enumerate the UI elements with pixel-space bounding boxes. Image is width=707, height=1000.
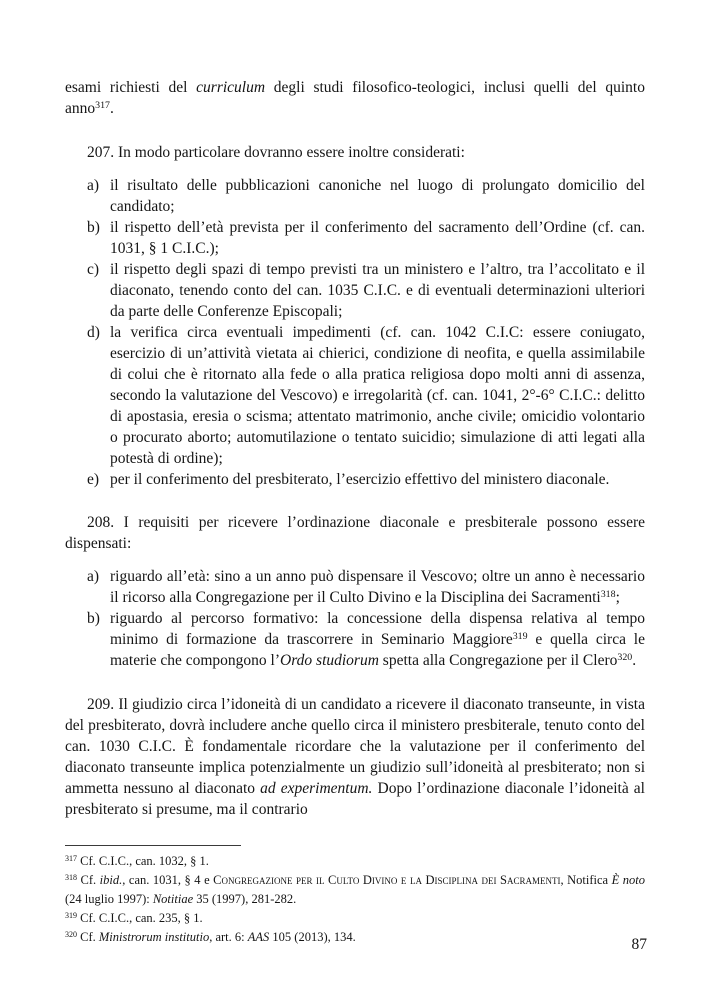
list-item-text: riguardo all’età: sino a un anno può dispensare il Vescovo; oltre un anno è necessario il ricorso alla Congregazione per il Culto Divino e la Disciplina dei Sacramenti$^{318}$; (110, 568, 645, 606)
list-item-207-d (65, 322, 645, 469)
page-number: 87 (631, 936, 647, 953)
footnote-317: $^{317}$ Cf. C.I.C., can. 1032, § 1. (65, 853, 209, 868)
list-207 (65, 175, 645, 490)
footnotes-section (65, 845, 645, 947)
footnote-319: $^{319}$ Cf. C.I.C., can. 235, § 1. (65, 910, 203, 925)
list-marker: c) (87, 261, 100, 278)
list-item-207-b (65, 217, 645, 259)
list-marker: a) (87, 568, 100, 585)
list-item-text: per il conferimento del presbiterato, l’esercizio effettivo del ministero diaconale. (110, 471, 610, 488)
list-marker: a) (87, 177, 100, 194)
paragraph-208: 208. I requisiti per ricevere l’ordinazione diaconale e presbiterale possono essere dispensati: (65, 514, 645, 552)
paragraph-207: 207. In modo particolare dovranno essere inoltre considerati: (87, 144, 465, 161)
list-marker: e) (87, 471, 100, 488)
list-item-text: il rispetto dell’età prevista per il conferimento del sacramento dell’Ordine (cf. can. 1031, § 1 C.I.C.); (110, 219, 645, 257)
list-item-207-e (65, 469, 645, 490)
footnote-318: $^{318}$ Cf. ibid., can. 1031, § 4 e Congregazione per il Culto Divino e la Disciplina dei Sacramenti, Notifica È noto (24 luglio 1997): Notitiae 35 (1997), 281-282. (65, 872, 645, 906)
list-item-text: la verifica circa eventuali impedimenti (cf. can. 1042 C.I.C: essere coniugato, esercizio di un’attività vietata ai chierici, condizione di neofita, e quella assimilabile di colui che è ritornato alla fede o alla pratica religiosa dopo molti anni di assenza, secondo la valutazione del Vescovo) e irregolarità (cf. can. 1041, 2°-6° C.I.C.: delitto di apostasia, eresia o scisma; attentato matrimonio, anche civile; omicidio volontario o procurato aborto; automutilazione o tentato suicidio; simulazione di atti legati alla potestà di ordine); (110, 324, 645, 467)
list-marker: b) (87, 610, 100, 627)
footnote-320: $^{320}$ Cf. Ministrorum institutio, art. 6: AAS 105 (2013), 134. (65, 929, 356, 944)
page-body-text (65, 77, 645, 820)
list-item-208-b (65, 608, 645, 671)
paragraph-209: 209. Il giudizio circa l’idoneità di un candidato a ricevere il diaconato transeunte, in vista del presbiterato, dovrà includere anche quello circa il ministero presbiterale, tenuto conto del can. 1030 C.I.C. È fondamentale ricordare che la valutazione per il conferimento del diaconato transeunte implica potenzialmente un giudizio sull’idoneità al presbiterato; non si ammetta nessuno al diaconato ad experimentum. Dopo l’ordinazione diaconale l’idoneità al presbiterato si presume, ma il contrario (65, 696, 645, 818)
list-item-207-a (65, 175, 645, 217)
list-item-text: riguardo al percorso formativo: la concessione della dispensa relativa al tempo minimo di formazione da trascorrere in Seminario Maggiore$^{319}$ e quella circa le materie che compongono l’Ordo studiorum spetta alla Congregazione per il Clero$^{320}$. (110, 610, 645, 669)
list-marker: d) (87, 324, 100, 341)
list-208 (65, 566, 645, 671)
list-item-text: il risultato delle pubblicazioni canoniche nel luogo di prolungato domicilio del candidato; (110, 177, 645, 215)
list-item-208-a (65, 566, 645, 608)
list-item-text: il rispetto degli spazi di tempo previsti tra un ministero e l’altro, tra l’accolitato e il diaconato, tenendo conto del can. 1035 C.I.C. e di eventuali determinazioni ulteriori da parte delle Conferenze Episcopali; (110, 261, 645, 320)
footnote-separator-rule (65, 845, 241, 846)
paragraph-continuation: esami richiesti del curriculum degli studi filosofico-teologici, inclusi quelli del quinto anno$^{317}$. (65, 79, 645, 117)
list-item-207-c (65, 259, 645, 322)
list-marker: b) (87, 219, 100, 236)
